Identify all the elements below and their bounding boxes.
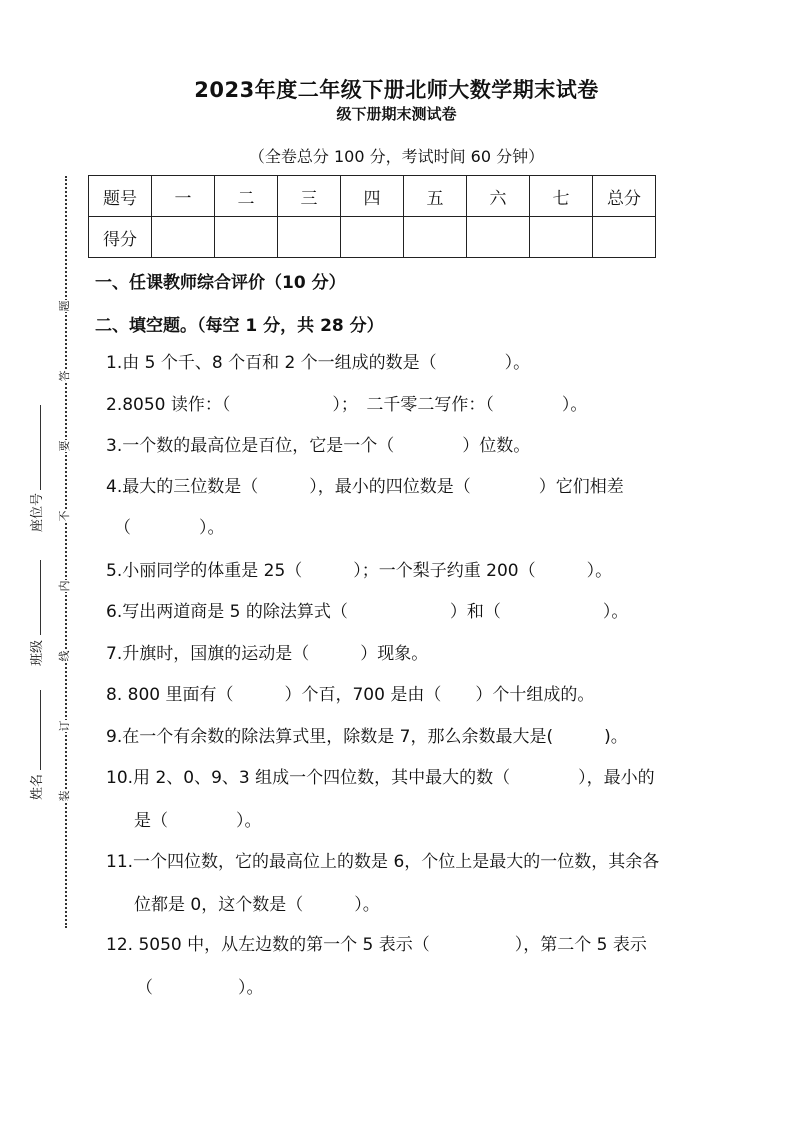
name-label: 姓名 [30,773,45,800]
score-cell[interactable] [593,217,656,258]
seat-number-label: 座位号 [30,492,45,532]
section-2-title: 二、填空题。 [95,316,197,336]
question-text: 11.一个四位数，它的最高位上的数是 6，个位上是最大的一位数，其余各 [106,852,660,872]
score-cell[interactable] [152,217,215,258]
page-subtitle: 级下册期末测试卷 [336,105,457,123]
score-row-label: 得分 [89,217,152,258]
margin-char: 要 [58,440,71,452]
header-cell: 五 [404,176,467,217]
margin-char: 答 [58,370,71,382]
score-cell[interactable] [215,217,278,258]
question-10 [106,762,706,838]
question-text-cont: （ ）。 [114,518,225,538]
score-table-header-row [89,176,656,217]
question-text: 1.由 5 个千、8 个百和 2 个一组成的数是（ ）。 [106,353,531,373]
question-8 [106,679,706,712]
question-text: 5.小丽同学的体重是 25（ ）；一个梨子约重 200（ ）。 [106,561,613,581]
margin-char: 装 [58,790,71,802]
question-12 [106,929,706,1005]
question-text: 10.用 2、0、9、3 组成一个四位数，其中最大的数（ ），最小的 [106,768,655,788]
header-cell: 二 [215,176,278,217]
question-7 [106,638,706,671]
margin-char: 不 [58,510,71,522]
section-2-note: （每空 1 分，共 28 分） [197,316,384,336]
question-text: 2.8050 读作：（ ）； 二千零二写作：（ ）。 [106,395,588,415]
score-cell[interactable] [467,217,530,258]
question-text: 7.升旗时，国旗的运动是（ ）现象。 [106,644,429,664]
question-text-cont: （ ）。 [136,978,264,998]
section-2-heading [95,311,384,336]
question-text: 9.在一个有余数的除法算式里，除数是 7，那么余数最大是( )。 [106,727,628,747]
binding-dotted-line [65,176,67,928]
question-text: 6.写出两道商是 5 的除法算式（ ）和（ ）。 [106,602,629,622]
score-table [88,175,656,258]
question-11 [106,846,706,922]
name-line [40,690,41,770]
seat-number-line [40,405,41,490]
header-cell: 一 [152,176,215,217]
header-cell: 题号 [89,176,152,217]
question-2 [106,389,706,422]
question-3 [106,430,706,463]
question-text: 8. 800 里面有（ ）个百，700 是由（ ）个十组成的。 [106,685,595,705]
class-line [40,560,41,635]
score-table-score-row [89,217,656,258]
section-1-heading: 一、任课教师综合评价（10 分） [95,273,346,293]
score-note: （全卷总分 100 分，考试时间 60 分钟） [248,147,545,166]
question-9 [106,721,706,754]
header-cell: 四 [341,176,404,217]
header-cell: 三 [278,176,341,217]
question-4 [106,471,706,545]
score-cell[interactable] [278,217,341,258]
question-text-cont: 是（ ）。 [134,811,262,831]
question-text-cont: 位都是 0，这个数是（ ）。 [134,895,380,915]
class-label: 班级 [30,639,45,666]
header-cell: 六 [467,176,530,217]
header-cell: 七 [530,176,593,217]
score-cell[interactable] [404,217,467,258]
question-text: 3.一个数的最高位是百位，它是一个（ ）位数。 [106,436,531,456]
margin-char: 订 [58,720,71,732]
question-text: 4.最大的三位数是（ ），最小的四位数是（ ）它们相差 [106,477,624,497]
margin-char: 题 [58,300,71,312]
header-cell: 总分 [593,176,656,217]
question-5 [106,555,706,588]
question-1 [106,347,706,380]
score-cell[interactable] [341,217,404,258]
margin-char: 内 [58,580,71,592]
margin-char: 线 [58,650,71,662]
question-text: 12. 5050 中，从左边数的第一个 5 表示（ ），第二个 5 表示 [106,935,647,955]
page-title: 2023年度二年级下册北师大数学期末试卷 [194,78,599,102]
score-cell[interactable] [530,217,593,258]
question-6 [106,596,706,629]
